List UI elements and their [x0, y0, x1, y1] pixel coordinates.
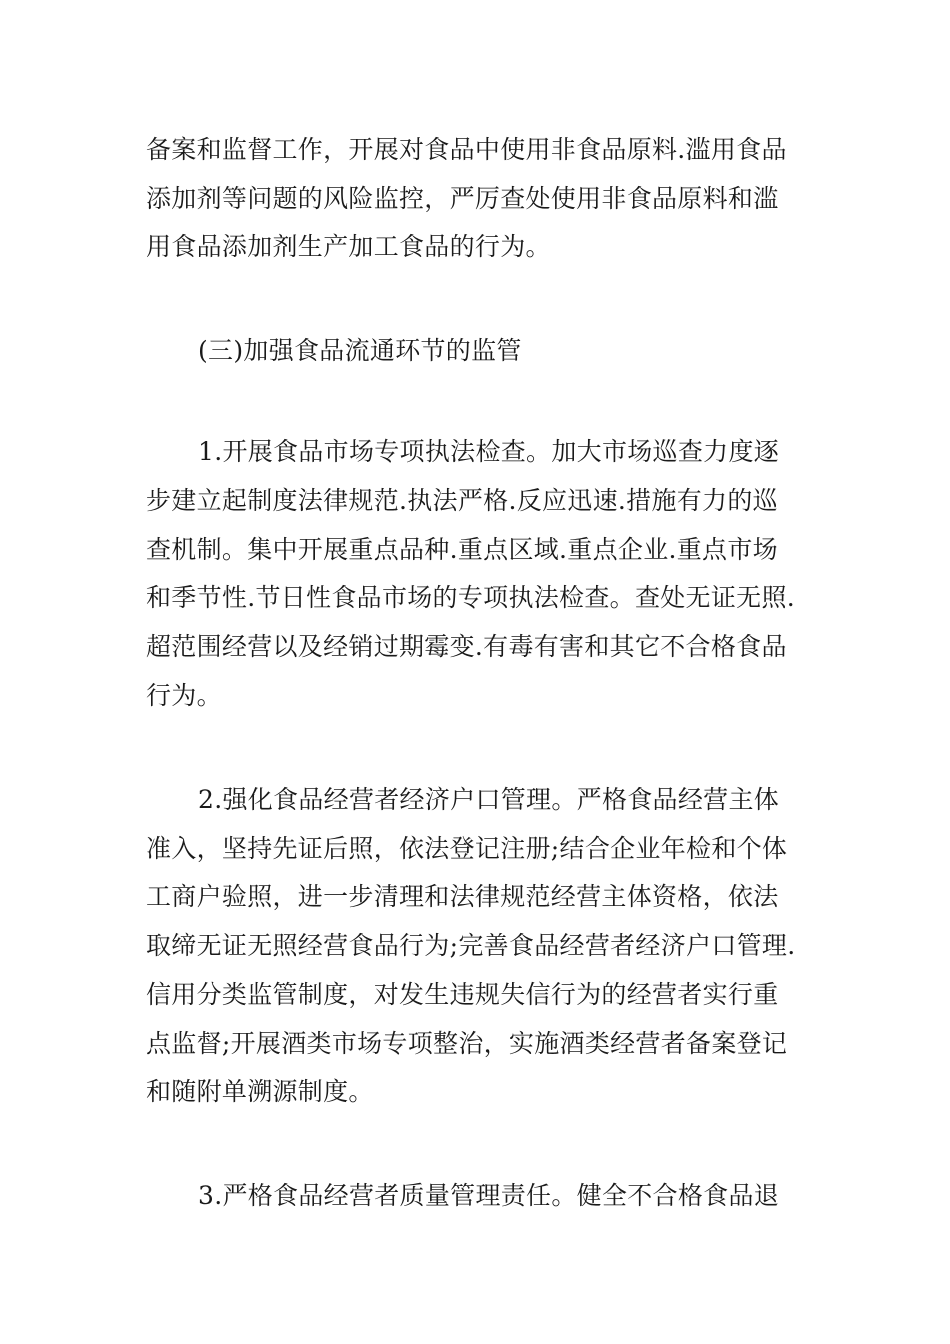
text-line: 1.开展食品市场专项执法检查。加大市场巡查力度逐: [198, 437, 780, 466]
text-line: 2.强化食品经营者经济户口管理。严格食品经营主体: [198, 785, 780, 814]
text-line: 准入，坚持先证后照，依法登记注册;结合企业年检和个体: [146, 834, 788, 863]
text-line: 查机制。集中开展重点品种.重点区域.重点企业.重点市场: [146, 535, 778, 564]
text-line: 和随附单溯源制度。: [146, 1077, 374, 1106]
text-line: 取缔无证无照经营食品行为;完善食品经营者经济户口管理.: [146, 931, 796, 960]
text-line: 信用分类监管制度，对发生违规失信行为的经营者实行重: [146, 980, 779, 1009]
text-line: 备案和监督工作，开展对食品中使用非食品原料.滥用食品: [146, 135, 787, 164]
section-heading: (三)加强食品流通环节的监管: [198, 336, 522, 365]
text-line: 和季节性.节日性食品市场的专项执法检查。查处无证无照.: [146, 583, 795, 612]
text-line: 步建立起制度法律规范.执法严格.反应迅速.措施有力的巡: [146, 486, 778, 515]
text-line: 行为。: [146, 681, 222, 710]
text-line: 添加剂等问题的风险监控，严厉查处使用非食品原料和滥: [146, 184, 779, 213]
text-line: 超范围经营以及经销过期霉变.有毒有害和其它不合格食品: [146, 632, 787, 661]
text-line: 工商户验照，进一步清理和法律规范经营主体资格，依法: [146, 882, 779, 911]
text-line: 用食品添加剂生产加工食品的行为。: [146, 232, 551, 261]
text-line: 3.严格食品经营者质量管理责任。健全不合格食品退: [198, 1181, 780, 1210]
text-line: 点监督;开展酒类市场专项整治，实施酒类经营者备案登记: [146, 1029, 788, 1058]
